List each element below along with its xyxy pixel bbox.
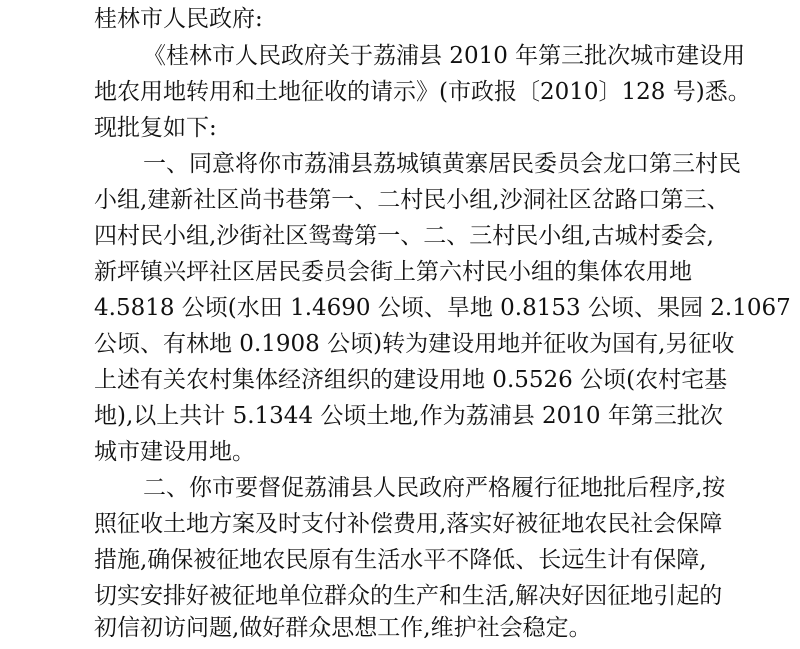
reference-line: 现批复如下:: [94, 115, 217, 141]
paragraph-1-line: 地),以上共计 5.1344 公顷土地,作为荔浦县 2010 年第三批次: [94, 403, 723, 429]
reference-line: 《桂林市人民政府关于荔浦县 2010 年第三批次城市建设用: [143, 43, 746, 69]
paragraph-1-line: 四村民小组,沙街社区鸳鸯第一、二、三村民小组,古城村委会,: [94, 223, 714, 249]
reference-line: 地农用地转用和土地征收的请示》(市政报〔2010〕128 号)悉。: [94, 79, 751, 105]
paragraph-2-line: 照征收土地方案及时支付补偿费用,落实好被征地农民社会保障: [94, 511, 723, 537]
paragraph-2-line: 切实安排好被征地单位群众的生产和生活,解决好因征地引起的: [94, 583, 723, 609]
paragraph-1-line: 一、同意将你市荔浦县荔城镇黄寨居民委员会龙口第三村民: [143, 151, 741, 177]
paragraph-2-line: 初信初访问题,做好群众思想工作,维护社会稳定。: [94, 615, 592, 641]
paragraph-1-line: 小组,建新社区尚书巷第一、二村民小组,沙洞社区岔路口第三、: [94, 187, 730, 213]
salutation: 桂林市人民政府:: [94, 6, 263, 32]
paragraph-1-line: 4.5818 公顷(水田 1.4690 公顷、旱地 0.8153 公顷、果园 2.1067: [94, 295, 791, 321]
paragraph-1-line: 新坪镇兴坪社区居民委员会街上第六村民小组的集体农用地: [94, 259, 692, 285]
paragraph-1-line: 上述有关农村集体经济组织的建设用地 0.5526 公顷(农村宅基: [94, 367, 728, 393]
paragraph-1-line: 城市建设用地。: [94, 439, 255, 465]
paragraph-1-line: 公顷、有林地 0.1908 公顷)转为建设用地并征收为国有,另征收: [94, 331, 735, 357]
paragraph-2-line: 二、你市要督促荔浦县人民政府严格履行征地批后程序,按: [143, 475, 726, 501]
paragraph-2-line: 措施,确保被征地农民原有生活水平不降低、长远生计有保障,: [94, 547, 707, 573]
